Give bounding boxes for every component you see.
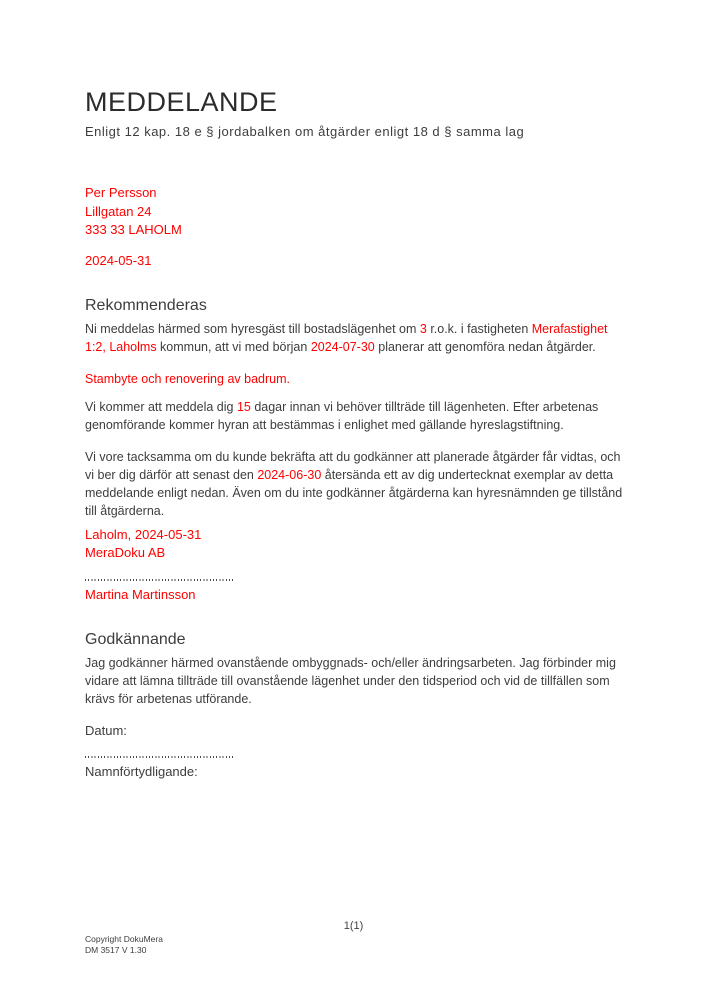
paragraph-measures: Stambyte och renovering av badrum. bbox=[85, 371, 290, 386]
recipient-name: Per Persson bbox=[85, 185, 157, 200]
signature-place-date: Laholm, 2024-05-31 bbox=[85, 526, 202, 542]
paragraph-notice: Vi kommer att meddela dig 15 dagar innan vi behöver tillträde till lägenheten. Efter arbetenas genomförande kommer hyran att bestämmas i enlighet med gällande hyreslagstiftning. bbox=[85, 399, 599, 432]
document-title: MEDDELANDE bbox=[85, 87, 278, 117]
datum-label: Datum: bbox=[85, 723, 127, 738]
paragraph-approval: Jag godkänner härmed ovanstående ombyggnads- och/eller ändringsarbeten. Jag förbinder mig vidare att lämna tillträde till ovanstående lägenhet under den tidsperiod och vid de tillfällen som krävs för arbetenas utförande. bbox=[85, 656, 616, 706]
section-heading-godkannande: Godkännande bbox=[85, 631, 186, 648]
document-content bbox=[85, 0, 626, 781]
section-heading-rekommenderas: Rekommenderas bbox=[85, 296, 207, 314]
signature-name: Martina Martinsson bbox=[85, 586, 196, 602]
recipient-postal-city: 333 33 LAHOLM bbox=[85, 222, 182, 237]
approval-dotted-line bbox=[85, 756, 233, 758]
signature-block bbox=[85, 526, 626, 563]
copyright-block bbox=[85, 934, 163, 956]
document-subtitle: Enligt 12 kap. 18 e § jordabalken om åtgärder enligt 18 d § samma lag bbox=[85, 124, 525, 139]
copyright-line-2: DM 3517 V 1.30 bbox=[85, 945, 147, 955]
copyright-line-1: Copyright DokuMera bbox=[85, 934, 163, 944]
paragraph-confirmation: Vi vore tacksamma om du kunde bekräfta att du godkänner att planerade åtgärder får vidtas, och vi ber dig därför att senast den 2024-06-30 återsända ett av dig undertecknat exemplar av detta meddelande enligt nedan. Även om du inte godkänner åtgärderna kan hyresnämnden ge tillstånd till åtgärderna. bbox=[85, 449, 623, 518]
recipient-address-block bbox=[85, 184, 626, 240]
letter-date: 2024-05-31 bbox=[85, 252, 152, 268]
name-clarification-label: Namnförtydligande: bbox=[85, 764, 198, 779]
recipient-street: Lillgatan 24 bbox=[85, 203, 152, 219]
signature-company: MeraDoku AB bbox=[85, 545, 166, 560]
paragraph-intro: Ni meddelas härmed som hyresgäst till bostadslägenhet om 3 r.o.k. i fastigheten Merafastighet 1:2, Laholms kommun, att vi med början 2024-07-30 planerar att genomföra nedan åtgärder. bbox=[85, 321, 608, 354]
page-number: 1(1) bbox=[343, 920, 364, 932]
signature-dotted-line bbox=[85, 579, 233, 581]
